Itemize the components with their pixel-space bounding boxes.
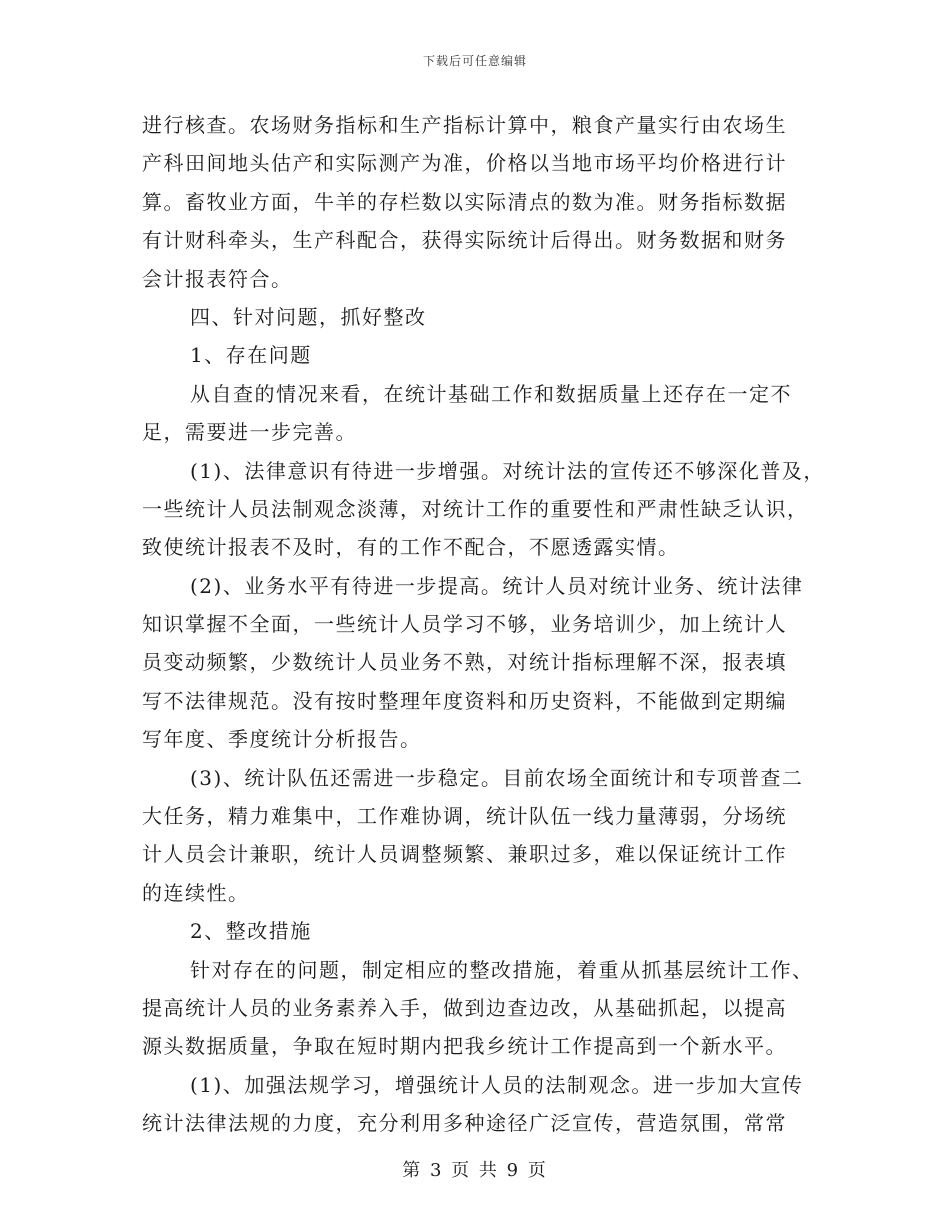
text-line: (3)、统计队伍还需进一步稳定。目前农场全面统计和专项普查二 bbox=[190, 765, 804, 790]
text-line: 知识掌握不全面，一些统计人员学习不够，业务培训少，加上统计人 bbox=[142, 612, 787, 637]
text-line: 写不法律规范。没有按时整理年度资料和历史资料，不能做到定期编 bbox=[142, 688, 787, 713]
text-line: 足，需要进一步完善。 bbox=[142, 420, 357, 445]
text-line: 2、整改措施 bbox=[190, 919, 312, 944]
page-footer: 第 3 页 共 9 页 bbox=[402, 1160, 548, 1181]
text-line: 写年度、季度统计分析报告。 bbox=[142, 727, 422, 752]
text-line: 的连续性。 bbox=[142, 880, 250, 905]
page-header: 下载后可任意编辑 bbox=[422, 54, 527, 68]
text-line: (1)、加强法规学习，增强统计人员的法制观念。进一步加大宣传 bbox=[190, 1072, 804, 1097]
body-text bbox=[142, 106, 825, 1143]
text-line: 统计法律法规的力度，充分利用多种途径广泛宣传，营造氛围，常常 bbox=[142, 1111, 787, 1136]
text-line: 会计报表符合。 bbox=[142, 266, 293, 291]
text-line: 一些统计人员法制观念淡薄，对统计工作的重要性和严肃性缺乏认识， bbox=[142, 496, 809, 521]
text-line: 员变动频繁，少数统计人员业务不熟，对统计指标理解不深，报表填 bbox=[142, 650, 787, 675]
text-line: 从自查的情况来看，在统计基础工作和数据质量上还存在一定不 bbox=[190, 381, 792, 406]
text-line: 有计财科牵头，生产科配合，获得实际统计后得出。财务数据和财务 bbox=[142, 228, 787, 253]
text-line: 产科田间地头估产和实际测产为准，价格以当地市场平均价格进行计 bbox=[142, 151, 787, 176]
text-line: 源头数据质量，争取在短时期内把我乡统计工作提高到一个新水平。 bbox=[142, 1034, 787, 1059]
text-line: 提高统计人员的业务素养入手，做到边查边改，从基础抓起，以提高 bbox=[142, 995, 787, 1020]
text-line: (2)、业务水平有待进一步提高。统计人员对统计业务、统计法律 bbox=[190, 573, 804, 598]
text-line: 计人员会计兼职，统计人员调整频繁、兼职过多，难以保证统计工作 bbox=[142, 842, 787, 867]
text-line: (1)、法律意识有待进一步增强。对统计法的宣传还不够深化普及， bbox=[190, 458, 825, 483]
text-line: 致使统计报表不及时，有的工作不配合，不愿透露实情。 bbox=[142, 535, 680, 560]
text-line: 四、针对问题，抓好整改 bbox=[190, 304, 427, 329]
text-line: 1、存在问题 bbox=[190, 343, 312, 368]
text-line: 进行核查。农场财务指标和生产指标计算中，粮食产量实行由农场生 bbox=[142, 113, 787, 137]
text-line: 算。畜牧业方面，牛羊的存栏数以实际清点的数为准。财务指标数据 bbox=[142, 189, 787, 214]
text-line: 针对存在的问题，制定相应的整改措施，着重从抓基层统计工作、 bbox=[190, 957, 814, 982]
text-line: 大任务，精力难集中，工作难协调，统计队伍一线力量薄弱，分场统 bbox=[142, 804, 787, 829]
